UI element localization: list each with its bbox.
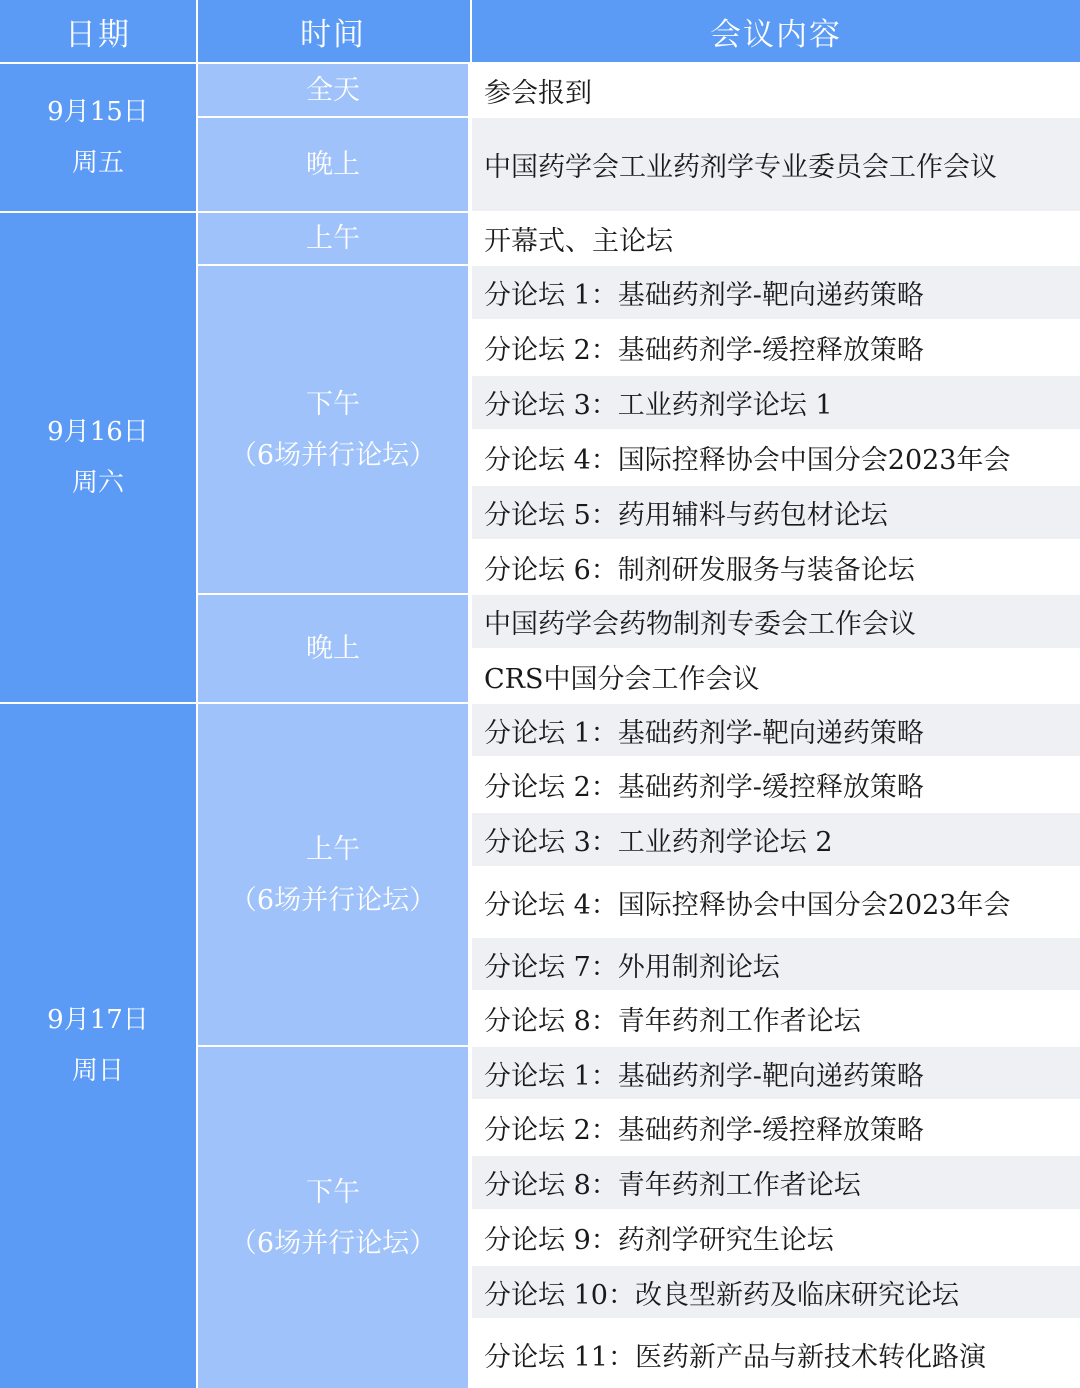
agenda-row: 分论坛 4：国际控释协会中国分会2023年会: [484, 445, 1011, 476]
time-slot: [198, 118, 468, 211]
time-slot: [198, 64, 468, 116]
time-slot-label: 晚上: [306, 149, 360, 180]
weekday-label: 周六: [71, 467, 124, 498]
header-divider: [470, 0, 472, 62]
time-slot: [198, 1047, 468, 1388]
time-slot-note: （6场并行论坛）: [229, 1227, 437, 1259]
time-slot-label: 上午: [306, 833, 360, 865]
agenda-row: 参会报到: [484, 77, 592, 109]
agenda-row: 分论坛 3：工业药剂学论坛 2: [472, 813, 1080, 866]
weekday-label: 周五: [71, 147, 124, 178]
header-date: 日期: [65, 16, 131, 53]
agenda-row: 分论坛 10：改良型新药及临床研究论坛: [472, 1266, 1080, 1318]
header-content: 会议内容: [710, 16, 842, 53]
agenda-row: 中国药学会工业药剂学专业委员会工作会议: [472, 118, 1080, 211]
time-slot: [198, 704, 468, 1045]
time-slot-note: （6场并行论坛）: [229, 439, 437, 471]
time-slot-label: 晚上: [306, 633, 360, 664]
agenda-row: 分论坛 2：基础药剂学-缓控释放策略: [484, 335, 924, 366]
agenda-row: 分论坛 1：基础药剂学-靶向递药策略: [472, 266, 1080, 319]
header-time: 时间: [300, 16, 366, 53]
agenda-row: CRS中国分会工作会议: [484, 663, 760, 695]
agenda-row: 分论坛 4：国际控释协会中国分会2023年会: [484, 889, 1011, 921]
agenda-row: 分论坛 7：外用制剂论坛: [472, 938, 1080, 990]
column-divider: [468, 64, 472, 1388]
agenda-row: 开幕式、主论坛: [484, 226, 673, 257]
date-label: 9月17日: [47, 1005, 149, 1035]
time-slot-note: （6场并行论坛）: [229, 884, 437, 916]
time-slot-label: 上午: [306, 223, 360, 254]
table-header: [0, 0, 1080, 62]
agenda-row: 分论坛 2：基础药剂学-缓控释放策略: [484, 1115, 924, 1146]
date-label: 9月15日: [47, 96, 149, 127]
agenda-row: 分论坛 9：药剂学研究生论坛: [484, 1225, 834, 1256]
agenda-row: 分论坛 2：基础药剂学-缓控释放策略: [484, 772, 924, 803]
time-slot: [198, 595, 468, 702]
time-slot-label: 下午: [306, 388, 360, 420]
agenda-row: 分论坛 8：青年药剂工作者论坛: [472, 1156, 1080, 1209]
agenda-row: 分论坛 1：基础药剂学-靶向递药策略: [472, 704, 1080, 756]
time-slot-label: 全天: [306, 74, 360, 106]
agenda-row: 分论坛 1：基础药剂学-靶向递药策略: [472, 1047, 1080, 1099]
time-slot: [198, 266, 468, 593]
time-slot-label: 下午: [306, 1176, 360, 1208]
time-slot: [198, 213, 468, 264]
weekday-label: 周日: [71, 1056, 124, 1086]
agenda-row: 分论坛 5：药用辅料与药包材论坛: [472, 486, 1080, 539]
agenda-row: 分论坛 6：制剂研发服务与装备论坛: [484, 554, 915, 586]
header-divider: [196, 0, 198, 62]
date-cell: [0, 64, 196, 211]
agenda-row: 分论坛 11：医药新产品与新技术转化路演: [484, 1341, 986, 1373]
agenda-row: 分论坛 3：工业药剂学论坛 1: [472, 376, 1080, 429]
date-cell: [0, 704, 196, 1388]
date-label: 9月16日: [47, 416, 149, 447]
date-cell: [0, 213, 196, 702]
agenda-row: 分论坛 8：青年药剂工作者论坛: [484, 1006, 861, 1037]
agenda-row: 中国药学会药物制剂专委会工作会议: [472, 595, 1080, 648]
